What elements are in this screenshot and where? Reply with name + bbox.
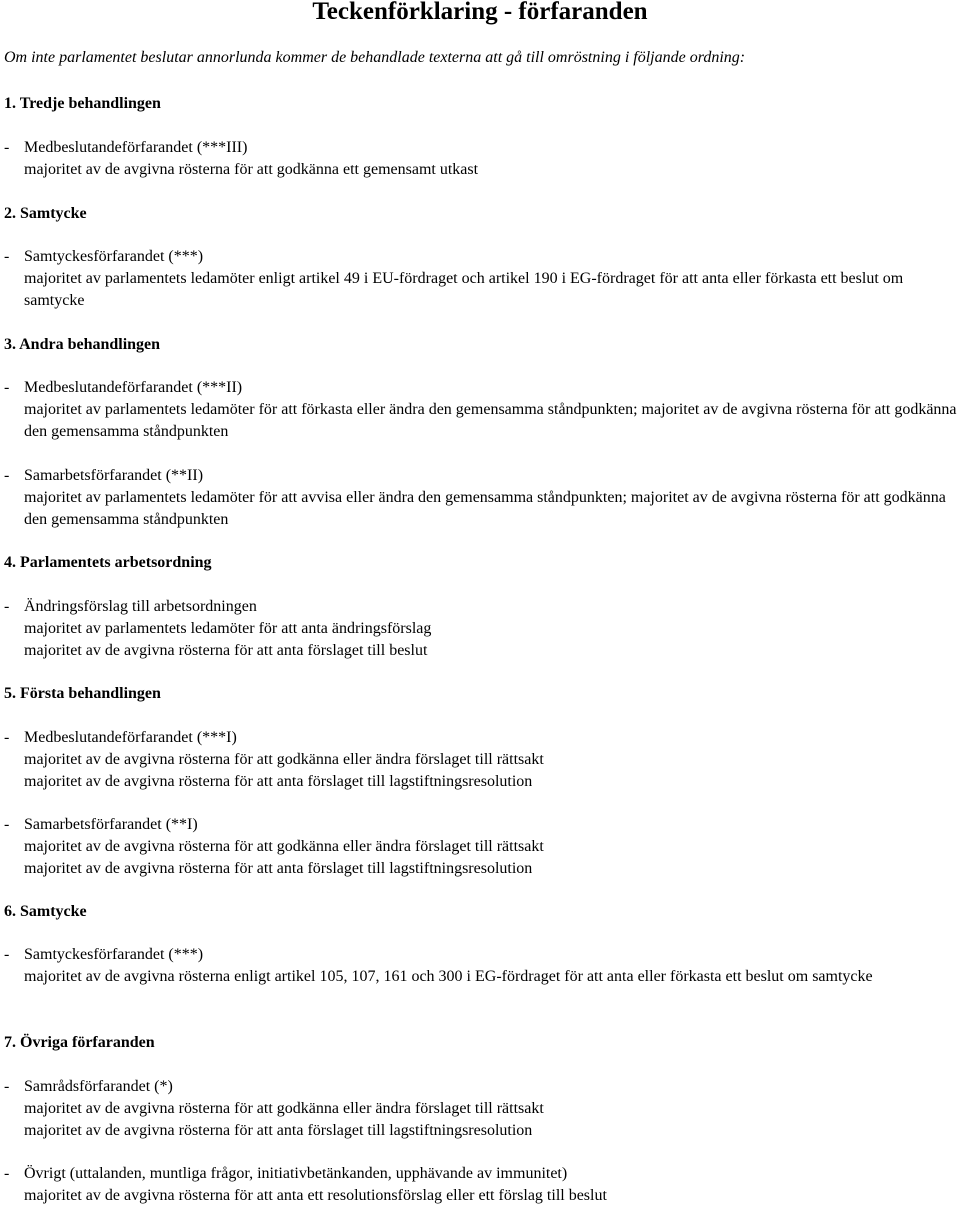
procedure-rule: majoritet av de avgivna rösterna för att godkänna eller ändra förslaget till rättsakt bbox=[24, 838, 544, 855]
procedure-name: Samtyckesförfarandet (***) bbox=[24, 946, 204, 963]
procedure-rule: majoritet av de avgivna rösterna enligt artikel 105, 107, 161 och 300 i EG-fördraget för att anta eller förkasta ett beslut om samtycke bbox=[24, 968, 873, 985]
procedure-rule: majoritet av parlamentets ledamöter för att avvisa eller ändra den gemensamma ståndpunkten; majoritet av de avgivna rösterna för att godkänna den gemensamma ståndpunkten bbox=[24, 489, 946, 528]
procedure-item bbox=[4, 246, 958, 312]
procedure-name-row bbox=[4, 727, 958, 749]
procedure-item bbox=[4, 1163, 958, 1207]
procedure-name-row bbox=[4, 377, 958, 399]
intro-text: Om inte parlamentet beslutar annorlunda kommer de behandlade texterna att gå till omröstning i följande ordning: bbox=[4, 49, 746, 66]
list-dash: - bbox=[4, 379, 10, 396]
procedure-item bbox=[4, 137, 958, 181]
procedure-rule: majoritet av parlamentets ledamöter för att anta ändringsförslag bbox=[24, 620, 432, 637]
procedure-name-row bbox=[4, 137, 958, 159]
document-title: Teckenförklaring - förfaranden bbox=[312, 0, 648, 25]
procedure-name-row bbox=[4, 246, 958, 268]
procedure-item bbox=[4, 377, 958, 443]
procedure-name-row bbox=[4, 944, 958, 966]
list-dash: - bbox=[4, 729, 10, 746]
section-heading-7: 7. Övriga förfaranden bbox=[4, 1034, 155, 1051]
procedure-rule: majoritet av de avgivna rösterna för att anta förslaget till lagstiftningsresolution bbox=[24, 1122, 533, 1139]
procedure-name-row bbox=[4, 814, 958, 836]
section-heading-6: 6. Samtycke bbox=[4, 903, 87, 920]
procedure-name: Ändringsförslag till arbetsordningen bbox=[24, 598, 257, 615]
procedure-rule: majoritet av de avgivna rösterna för att godkänna eller ändra förslaget till rättsakt bbox=[24, 1100, 544, 1117]
procedure-item bbox=[4, 465, 958, 531]
section-heading-2: 2. Samtycke bbox=[4, 205, 87, 222]
procedure-item bbox=[4, 944, 958, 988]
procedure-item bbox=[4, 727, 958, 793]
procedure-rule: majoritet av de avgivna rösterna för att godkänna eller ändra förslaget till rättsakt bbox=[24, 751, 544, 768]
procedure-item bbox=[4, 1076, 958, 1142]
procedure-name-row bbox=[4, 1163, 958, 1185]
procedure-rule: majoritet av de avgivna rösterna för att anta ett resolutionsförslag eller ett förslag till beslut bbox=[24, 1187, 607, 1204]
list-dash: - bbox=[4, 248, 10, 265]
procedure-rule: majoritet av parlamentets ledamöter enligt artikel 49 i EU-fördraget och artikel 190 i EG-fördraget för att anta eller förkasta ett beslut om samtycke bbox=[24, 270, 904, 309]
list-dash: - bbox=[4, 139, 10, 156]
procedure-item bbox=[4, 814, 958, 880]
procedure-rule: majoritet av de avgivna rösterna för att anta förslaget till lagstiftningsresolution bbox=[24, 773, 533, 790]
procedure-item bbox=[4, 596, 958, 662]
procedure-name: Medbeslutandeförfarandet (***III) bbox=[24, 139, 248, 156]
procedure-rule: majoritet av parlamentets ledamöter för att förkasta eller ändra den gemensamma ståndpunkten; majoritet av de avgivna rösterna för att godkänna den gemensamma ståndpunkten bbox=[24, 401, 957, 440]
procedure-name-row bbox=[4, 1076, 958, 1098]
procedure-rule: majoritet av de avgivna rösterna för att anta förslaget till lagstiftningsresolution bbox=[24, 860, 533, 877]
list-dash: - bbox=[4, 467, 10, 484]
section-heading-1: 1. Tredje behandlingen bbox=[4, 95, 161, 112]
procedure-name: Samarbetsförfarandet (**I) bbox=[24, 816, 198, 833]
procedure-name: Medbeslutandeförfarandet (***I) bbox=[24, 729, 237, 746]
procedure-name: Samarbetsförfarandet (**II) bbox=[24, 467, 204, 484]
section-heading-3: 3. Andra behandlingen bbox=[4, 336, 161, 353]
list-dash: - bbox=[4, 1165, 10, 1182]
procedure-name: Samtyckesförfarandet (***) bbox=[24, 248, 204, 265]
procedure-rule: majoritet av de avgivna rösterna för att godkänna ett gemensamt utkast bbox=[24, 161, 479, 178]
procedure-rule: majoritet av de avgivna rösterna för att anta förslaget till beslut bbox=[24, 642, 428, 659]
procedure-name-row bbox=[4, 596, 958, 618]
list-dash: - bbox=[4, 816, 10, 833]
section-heading-5: 5. Första behandlingen bbox=[4, 685, 161, 702]
procedure-name: Övrigt (uttalanden, muntliga frågor, initiativbetänkanden, upphävande av immunitet) bbox=[24, 1165, 568, 1182]
list-dash: - bbox=[4, 598, 10, 615]
procedure-name-row bbox=[4, 465, 958, 487]
list-dash: - bbox=[4, 946, 10, 963]
section-heading-4: 4. Parlamentets arbetsordning bbox=[4, 554, 212, 571]
list-dash: - bbox=[4, 1078, 10, 1095]
procedure-name: Samrådsförfarandet (*) bbox=[24, 1078, 173, 1095]
procedure-name: Medbeslutandeförfarandet (***II) bbox=[24, 379, 243, 396]
